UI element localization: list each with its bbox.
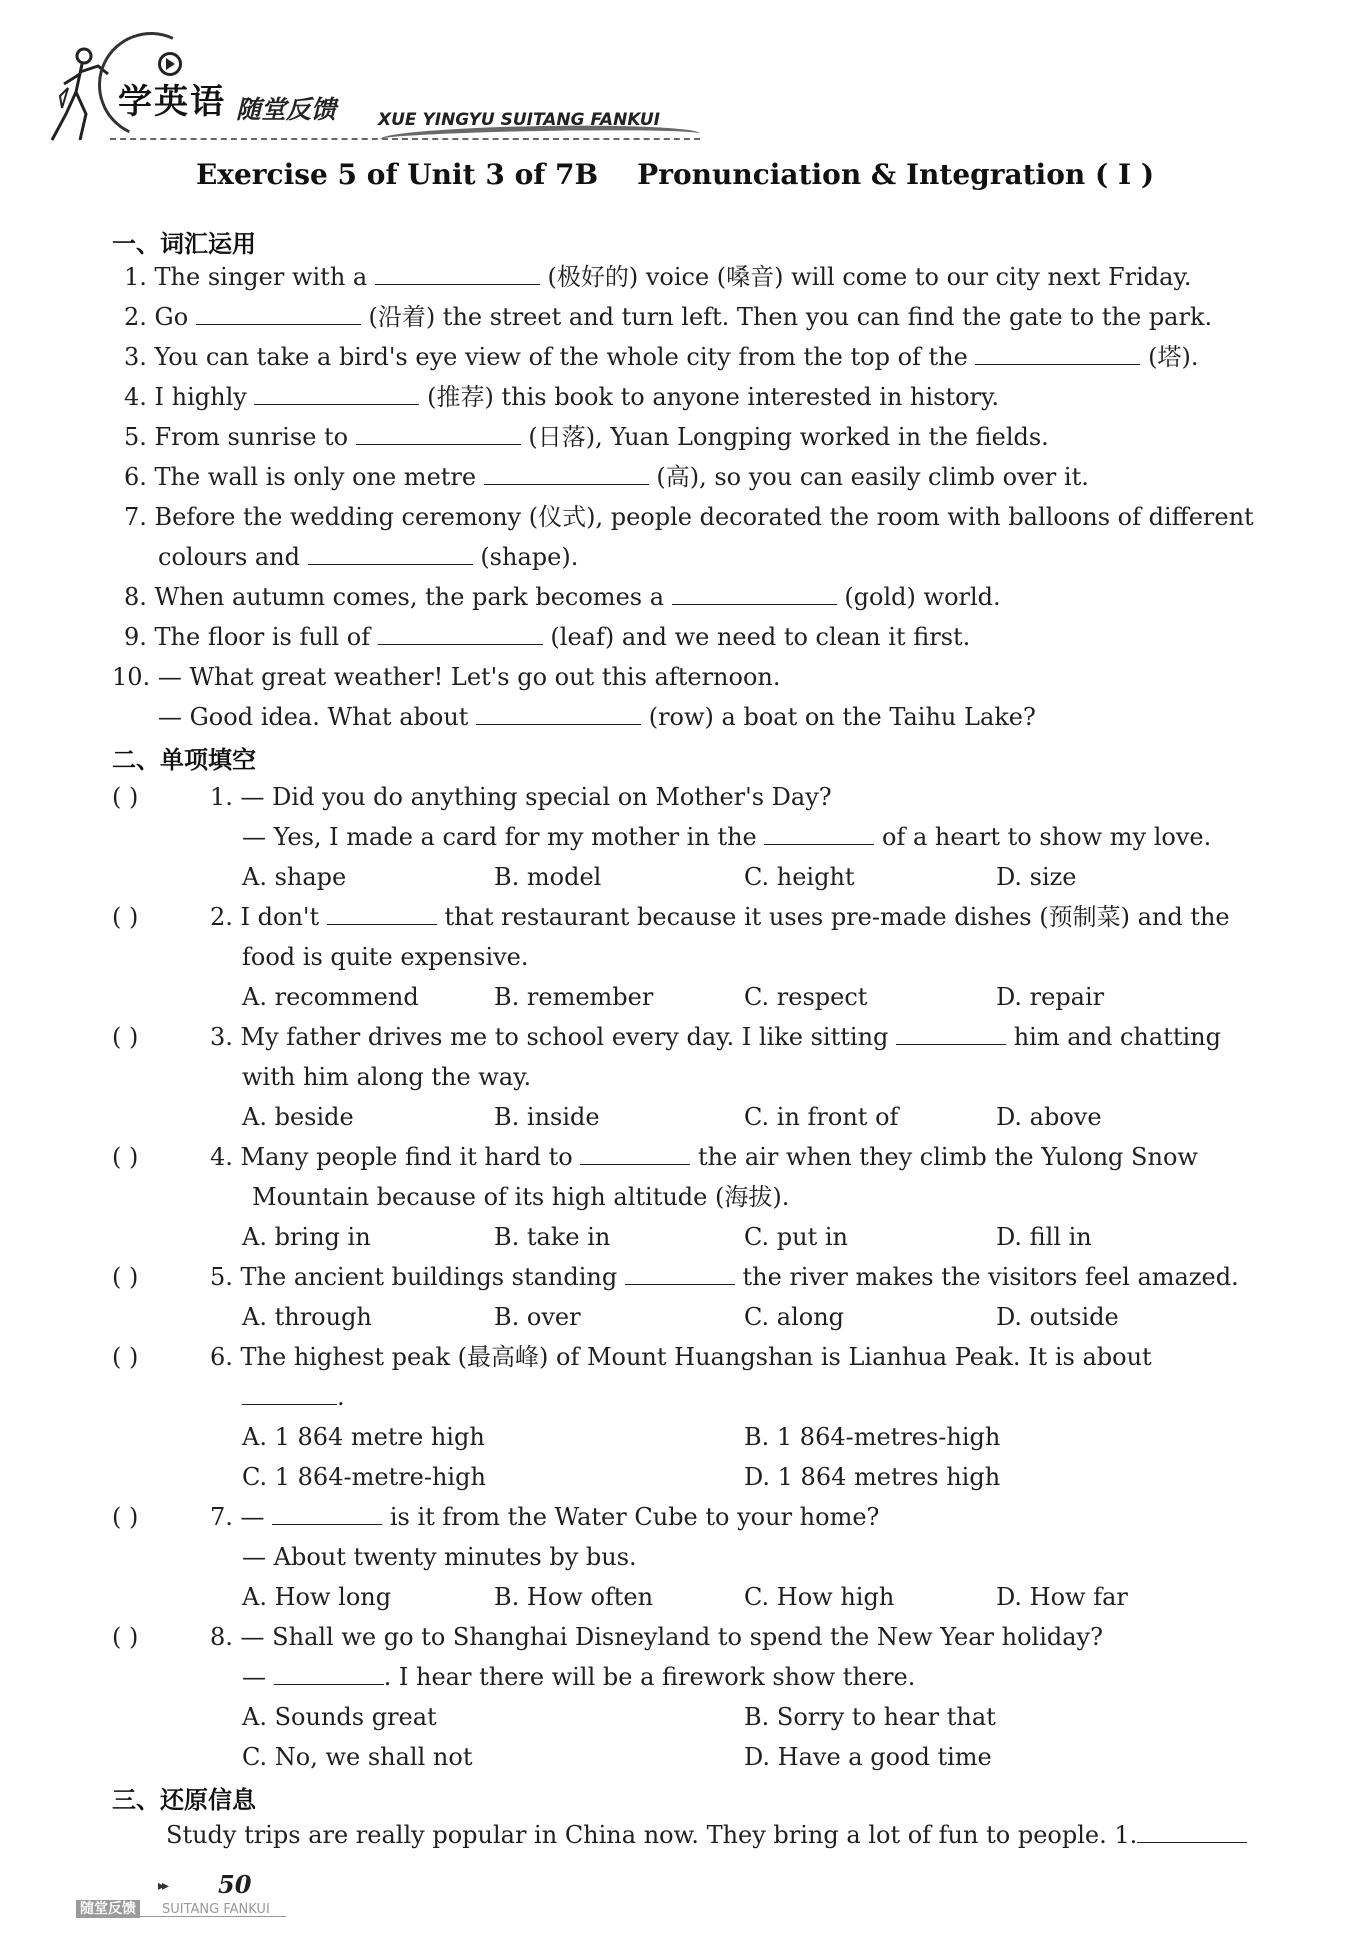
answer-blank[interactable] <box>896 1022 1006 1045</box>
item-text: (高), so you can easily climb over it. <box>656 463 1089 491</box>
option-b[interactable]: B. over <box>494 1303 581 1331</box>
answer-blank[interactable] <box>274 1662 384 1685</box>
question-number: 2. <box>210 903 233 931</box>
question-text: . I hear there will be a firework show there. <box>383 1663 916 1691</box>
option-d[interactable]: D. Have a good time <box>744 1743 992 1771</box>
option-c[interactable]: C. in front of <box>744 1103 899 1131</box>
answer-blank[interactable] <box>254 382 419 405</box>
answer-bracket[interactable]: ( ) <box>112 903 139 931</box>
brand-title-cn: 学英语 <box>118 82 226 122</box>
question-number: 7. <box>210 1503 233 1531</box>
mc-question-line <box>242 1382 345 1412</box>
option-a[interactable]: A. Sounds great <box>242 1703 437 1731</box>
item-text: From sunrise to <box>154 423 349 451</box>
mc-question <box>210 782 832 812</box>
option-a[interactable]: A. bring in <box>242 1223 371 1251</box>
header-logo <box>40 22 680 132</box>
answer-blank[interactable] <box>308 542 473 565</box>
answer-blank[interactable] <box>975 342 1140 365</box>
answer-blank[interactable] <box>625 1262 735 1285</box>
item-text: When autumn comes, the park becomes a <box>154 583 665 611</box>
option-b[interactable]: B. take in <box>494 1223 611 1251</box>
mc-question <box>210 902 1230 932</box>
option-b[interactable]: B. inside <box>494 1103 600 1131</box>
question-text: . <box>337 1383 345 1411</box>
question-text: — <box>242 1663 266 1691</box>
question-text: — <box>240 1503 265 1531</box>
answer-blank[interactable] <box>764 822 874 845</box>
item-text: I highly <box>154 383 247 411</box>
answer-bracket[interactable]: ( ) <box>112 1503 139 1531</box>
mc-question-line <box>242 822 1211 852</box>
option-d[interactable]: D. repair <box>996 983 1105 1011</box>
item-text: (极好的) voice (嗓音) will come to our city next Friday. <box>547 263 1192 291</box>
footer-tag-en: SUITANG FANKUI <box>162 1902 270 1917</box>
option-b[interactable]: B. 1 864-metres-high <box>744 1423 1001 1451</box>
mc-question-line: — About twenty minutes by bus. <box>242 1543 637 1571</box>
question-text: I don't <box>240 903 320 931</box>
item-text: The floor is full of <box>154 623 371 651</box>
mc-question <box>210 1142 1198 1172</box>
question-text: the river makes the visitors feel amazed. <box>742 1263 1239 1291</box>
play-icon <box>158 52 182 76</box>
answer-bracket[interactable]: ( ) <box>112 1343 139 1371</box>
item-text: (shape). <box>480 543 579 571</box>
option-b[interactable]: B. How often <box>494 1583 654 1611</box>
footer-tag: 随堂反馈 <box>76 1900 140 1918</box>
item-text: — What great weather! Let's go out this afternoon. <box>157 663 781 691</box>
vocab-item-continued <box>158 702 1036 732</box>
question-text: — Did you do anything special on Mother's Day? <box>240 783 832 811</box>
answer-blank[interactable] <box>484 462 649 485</box>
question-number: 3. <box>210 1023 233 1051</box>
passage-text: Study trips are really popular in China now. They bring a lot of fun to people. <box>166 1821 1107 1849</box>
question-text: is it from the Water Cube to your home? <box>389 1503 880 1531</box>
mc-question <box>210 1342 1152 1372</box>
question-number: 8. <box>210 1623 233 1651</box>
option-b[interactable]: B. Sorry to hear that <box>744 1703 996 1731</box>
mc-question-line <box>242 1662 915 1692</box>
option-c[interactable]: C. How high <box>744 1583 895 1611</box>
mc-question <box>210 1262 1239 1292</box>
item-text: (沿着) the street and turn left. Then you can find the gate to the park. <box>368 303 1213 331</box>
vocab-item <box>112 662 781 692</box>
mc-question-line: with him along the way. <box>242 1063 532 1091</box>
item-number: 4. <box>124 383 147 411</box>
brand-subtitle-cn: 随堂反馈 <box>236 95 337 124</box>
item-number: 5. <box>124 423 147 451</box>
mc-question <box>210 1622 1103 1652</box>
question-text: him and chatting <box>1013 1023 1221 1051</box>
vocab-item <box>124 622 970 652</box>
option-c[interactable]: C. No, we shall not <box>242 1743 473 1771</box>
item-number: 7. <box>124 503 147 531</box>
vocab-item <box>124 502 1254 532</box>
vocab-item <box>124 422 1049 452</box>
item-number: 10. <box>112 663 151 691</box>
answer-blank[interactable] <box>196 302 361 325</box>
answer-blank[interactable] <box>272 1502 382 1525</box>
option-c[interactable]: C. respect <box>744 983 868 1011</box>
question-text: The highest peak (最高峰) of Mount Huangshan is Lianhua Peak. It is about <box>240 1343 1152 1371</box>
question-number: 6. <box>210 1343 233 1371</box>
item-text: (gold) world. <box>844 583 1001 611</box>
answer-blank[interactable] <box>476 702 641 725</box>
question-number: 4. <box>210 1143 233 1171</box>
option-a[interactable]: A. shape <box>242 863 347 891</box>
section-heading-restore-info: 三、还原信息 <box>112 1786 256 1814</box>
question-text: My father drives me to school every day. I like sitting <box>240 1023 889 1051</box>
option-a[interactable]: A. How long <box>242 1583 392 1611</box>
item-text: (塔). <box>1148 343 1199 371</box>
mc-question <box>210 1022 1221 1052</box>
section-heading-multiple-choice: 二、单项填空 <box>112 746 256 774</box>
question-number: 5. <box>210 1263 233 1291</box>
option-b[interactable]: B. model <box>494 863 602 891</box>
option-a[interactable]: A. through <box>242 1303 372 1331</box>
item-text: (推荐) this book to anyone interested in history. <box>427 383 1000 411</box>
option-a[interactable]: A. beside <box>242 1103 354 1131</box>
item-number: 3. <box>124 343 147 371</box>
option-c[interactable]: C. 1 864-metre-high <box>242 1463 486 1491</box>
answer-blank[interactable] <box>672 582 837 605</box>
page-arrow-icon: ▸▸ <box>158 1878 167 1894</box>
passage-line <box>166 1820 1247 1850</box>
answer-blank[interactable] <box>378 622 543 645</box>
question-number: 1. <box>210 783 233 811</box>
question-text: — Yes, I made a card for my mother in the <box>242 823 757 851</box>
item-text: You can take a bird's eye view of the whole city from the top of the <box>154 343 968 371</box>
answer-blank[interactable] <box>242 1382 337 1405</box>
option-d[interactable]: D. above <box>996 1103 1102 1131</box>
answer-blank[interactable] <box>580 1142 690 1165</box>
option-a[interactable]: A. 1 864 metre high <box>242 1423 485 1451</box>
header-divider <box>110 138 700 140</box>
vocab-item <box>124 262 1191 292</box>
option-b[interactable]: B. remember <box>494 983 654 1011</box>
vocab-item <box>124 382 999 412</box>
vocab-item <box>124 582 1001 612</box>
question-text: The ancient buildings standing <box>240 1263 618 1291</box>
option-d[interactable]: D. How far <box>996 1583 1128 1611</box>
mc-question-line: Mountain because of its high altitude (海拔). <box>252 1183 790 1211</box>
answer-bracket[interactable]: ( ) <box>112 1023 139 1051</box>
answer-blank[interactable] <box>1137 1820 1247 1843</box>
question-text: Many people find it hard to <box>240 1143 573 1171</box>
option-c[interactable]: C. put in <box>744 1223 848 1251</box>
item-text: The singer with a <box>154 263 368 291</box>
item-text: (leaf) and we need to clean it first. <box>550 623 971 651</box>
vocab-item <box>124 342 1198 372</box>
answer-bracket[interactable]: ( ) <box>112 783 139 811</box>
item-text: colours and <box>158 543 301 571</box>
option-c[interactable]: C. along <box>744 1303 845 1331</box>
section-heading-vocabulary: 一、词汇运用 <box>112 230 256 258</box>
vocab-item-continued <box>158 542 578 572</box>
page-title: Exercise 5 of Unit 3 of 7B Pronunciation & Integration ( Ⅰ ) <box>195 158 1155 191</box>
blank-number: 1. <box>1114 1821 1138 1849</box>
item-text: (日落), Yuan Longping worked in the fields. <box>528 423 1049 451</box>
option-d[interactable]: D. 1 864 metres high <box>744 1463 1001 1491</box>
option-d[interactable]: D. outside <box>996 1303 1119 1331</box>
item-text: — Good idea. What about <box>158 703 469 731</box>
option-d[interactable]: D. size <box>996 863 1077 891</box>
item-number: 2. <box>124 303 147 331</box>
question-text: — Shall we go to Shanghai Disneyland to spend the New Year holiday? <box>240 1623 1103 1651</box>
item-text: (row) a boat on the Taihu Lake? <box>648 703 1036 731</box>
item-text: Before the wedding ceremony (仪式), people decorated the room with balloons of different <box>154 503 1254 531</box>
question-text: the air when they climb the Yulong Snow <box>697 1143 1198 1171</box>
mc-question <box>210 1502 879 1532</box>
question-text: of a heart to show my love. <box>882 823 1212 851</box>
answer-bracket[interactable]: ( ) <box>112 1623 139 1651</box>
brand-title-en: XUE YINGYU SUITANG FANKUI <box>378 110 661 130</box>
page-number: 50 <box>218 1870 252 1899</box>
item-text: The wall is only one metre <box>154 463 477 491</box>
answer-blank[interactable] <box>356 422 521 445</box>
item-number: 1. <box>124 263 147 291</box>
mc-question-line: food is quite expensive. <box>242 943 529 971</box>
item-number: 9. <box>124 623 147 651</box>
answer-blank[interactable] <box>375 262 540 285</box>
item-number: 6. <box>124 463 147 491</box>
option-a[interactable]: A. recommend <box>242 983 419 1011</box>
vocab-item <box>124 462 1089 492</box>
question-text: that restaurant because it uses pre-made dishes (预制菜) and the <box>444 903 1230 931</box>
answer-bracket[interactable]: ( ) <box>112 1143 139 1171</box>
item-text: Go <box>154 303 189 331</box>
answer-blank[interactable] <box>327 902 437 925</box>
item-number: 8. <box>124 583 147 611</box>
vocab-item <box>124 302 1212 332</box>
option-d[interactable]: D. fill in <box>996 1223 1092 1251</box>
option-c[interactable]: C. height <box>744 863 855 891</box>
answer-bracket[interactable]: ( ) <box>112 1263 139 1291</box>
